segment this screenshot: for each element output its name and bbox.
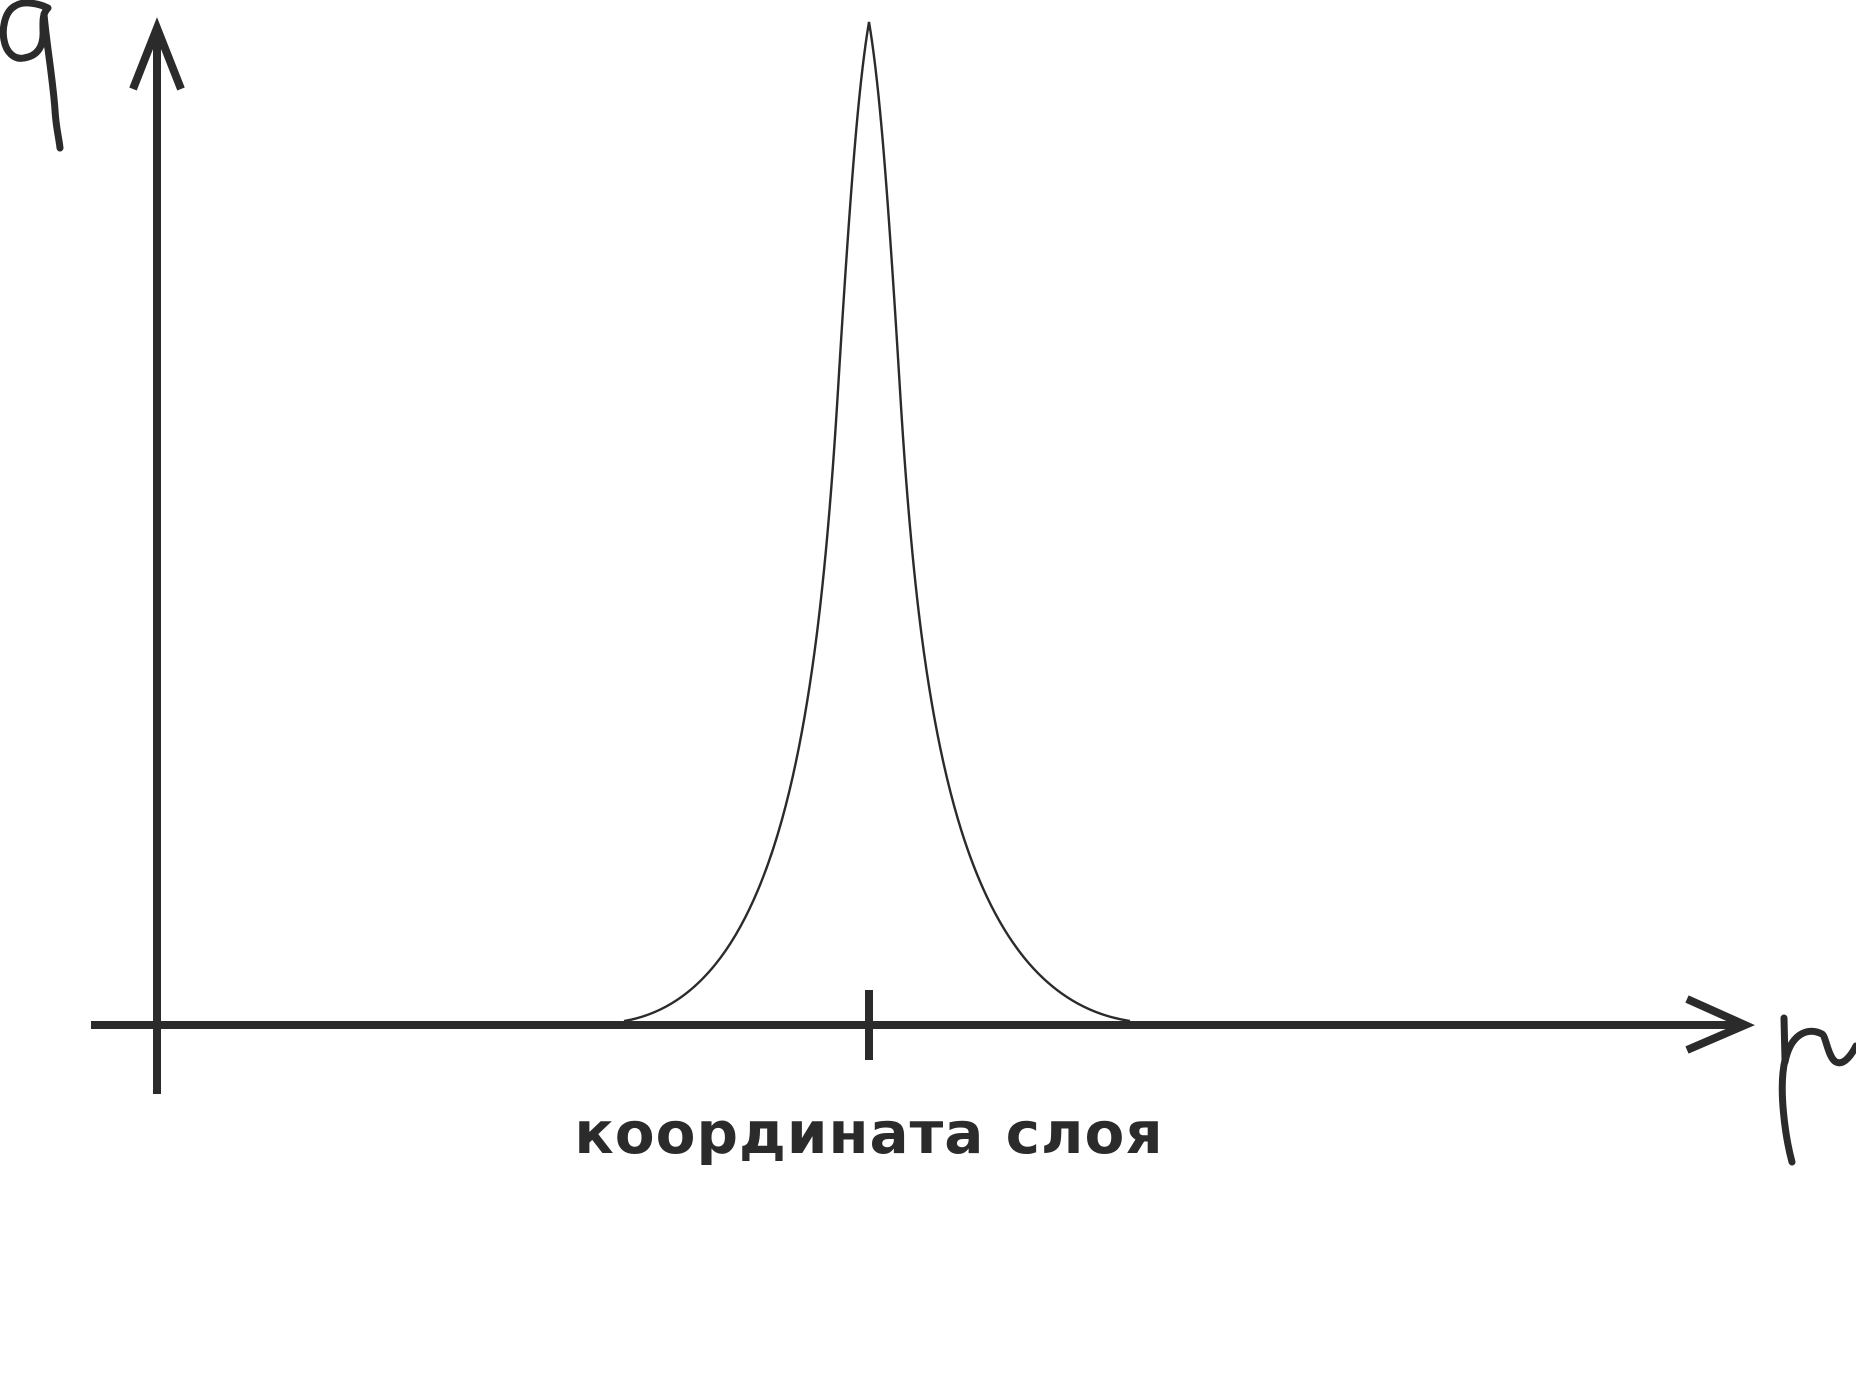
y-axis-label <box>0 0 60 148</box>
x-axis-label-glyph <box>1782 1018 1856 1162</box>
y-axis-label-glyph <box>3 3 60 148</box>
layer-coordinate-caption: координата слоя <box>574 1099 1164 1167</box>
peak-curve <box>624 22 1130 1021</box>
